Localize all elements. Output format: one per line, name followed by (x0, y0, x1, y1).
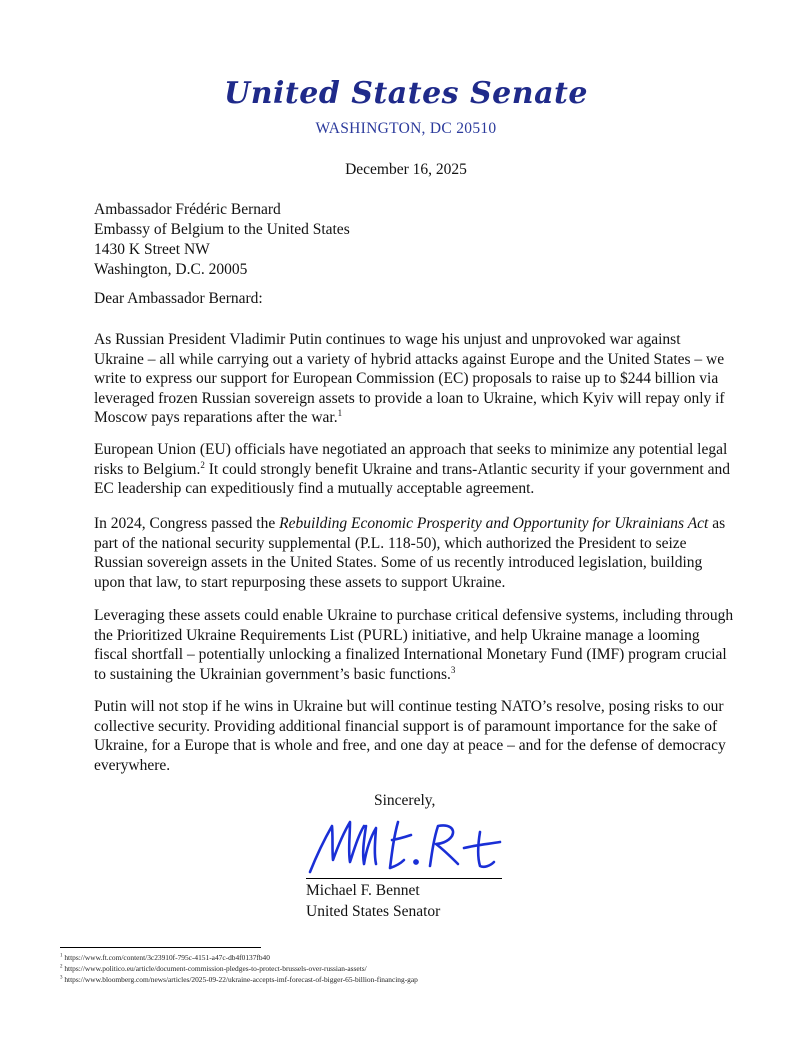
salutation: Dear Ambassador Bernard: (94, 290, 263, 307)
signer-block (306, 880, 440, 922)
letter-date: December 16, 2025 (345, 161, 467, 178)
signer-title: United States Senator (306, 903, 441, 920)
senate-title: United States Senate (224, 76, 588, 111)
footnote-item (60, 974, 418, 985)
recipient-name: Ambassador Frédéric Bernard (94, 201, 281, 218)
footnote-ref: 2 (200, 459, 205, 470)
footnote-number: 2 (60, 964, 63, 970)
recipient-org: Embassy of Belgium to the United States (94, 221, 350, 238)
paragraph-text: European Union (EU) officials have negotiated an approach that seeks to minimize any potential legal risks to Belgium. (94, 441, 728, 478)
body-paragraph-4 (94, 606, 734, 684)
footnote-url: https://www.bloomberg.com/news/articles/2025-09-22/ukraine-accepts-imf-forecast-of-bigger-65-billion-financing-gap (64, 975, 418, 984)
body-paragraph-5 (94, 697, 734, 775)
footnote-url: https://www.politico.eu/article/document-commission-pledges-to-protect-brussels-over-russian-assets/ (64, 964, 367, 973)
paragraph-text: As Russian President Vladimir Putin continues to wage his unjust and unprovoked war against Ukraine – all while carrying out a variety of hybrid attacks against Europe and the United States – we write to express our support for European Commission (EC) proposals to raise up to $244 billion via leveraged frozen Russian sovereign assets to provide a loan to Ukraine, which Kyiv will repay only if Moscow pays reparations after the war. (94, 331, 725, 427)
signer-name: Michael F. Bennet (306, 882, 420, 899)
footnote-item (60, 963, 418, 974)
paragraph-text: In 2024, Congress passed the (94, 515, 280, 532)
signature-line (306, 878, 502, 879)
footnote-url: https://www.ft.com/content/3c23910f-795c-4151-a47c-db4f0137fb40 (64, 953, 270, 962)
body-paragraph-3 (94, 514, 734, 592)
footnote-item (60, 952, 418, 963)
paragraph-text: as part of the national security supplemental (P.L. 118-50), which authorized the President to seize Russian sovereign assets in the United States. Some of us recently introduced legislation, building upon that law, to start repurposing these assets to support Ukraine. (94, 515, 726, 591)
footnote-ref: 1 (337, 408, 343, 419)
recipient-block (94, 200, 350, 280)
recipient-street: 1430 K Street NW (94, 241, 210, 258)
footnotes (60, 952, 418, 985)
senate-address: WASHINGTON, DC 20510 (315, 120, 497, 137)
recipient-city: Washington, D.C. 20005 (94, 261, 248, 278)
paragraph-text: Leveraging these assets could enable Ukraine to purchase critical defensive systems, including through the Prioritized Ukraine Requirements List (PURL) initiative, and help Ukraine manage a looming fiscal shortfall – potentially unlocking a finalized International Monetary Fund (IMF) program crucial to sustaining the Ukrainian government’s basic functions. (94, 607, 734, 683)
paragraph-text: It could strongly benefit Ukraine and trans-Atlantic security if your government and EC leadership can expeditiously find a mutually acceptable agreement. (94, 460, 730, 498)
letterhead (0, 74, 812, 138)
act-title: Rebuilding Economic Prosperity and Opportunity for Ukrainians Act (279, 515, 709, 532)
footnote-number: 3 (60, 975, 63, 981)
paragraph-text: Putin will not stop if he wins in Ukraine but will continue testing NATO’s resolve, posing risks to our collective security. Providing additional financial support is of paramount importance for the sake of Ukraine, for a Europe that is whole and free, and one day at peace – and for the defense of democracy everywhere. (94, 698, 726, 774)
body-paragraph-2 (94, 440, 734, 499)
signature-icon (306, 812, 506, 882)
footnote-divider (60, 947, 261, 948)
footnote-ref: 3 (450, 664, 456, 675)
footnote-number: 1 (60, 953, 63, 959)
body-paragraph-1 (94, 330, 734, 428)
closing: Sincerely, (374, 792, 436, 809)
